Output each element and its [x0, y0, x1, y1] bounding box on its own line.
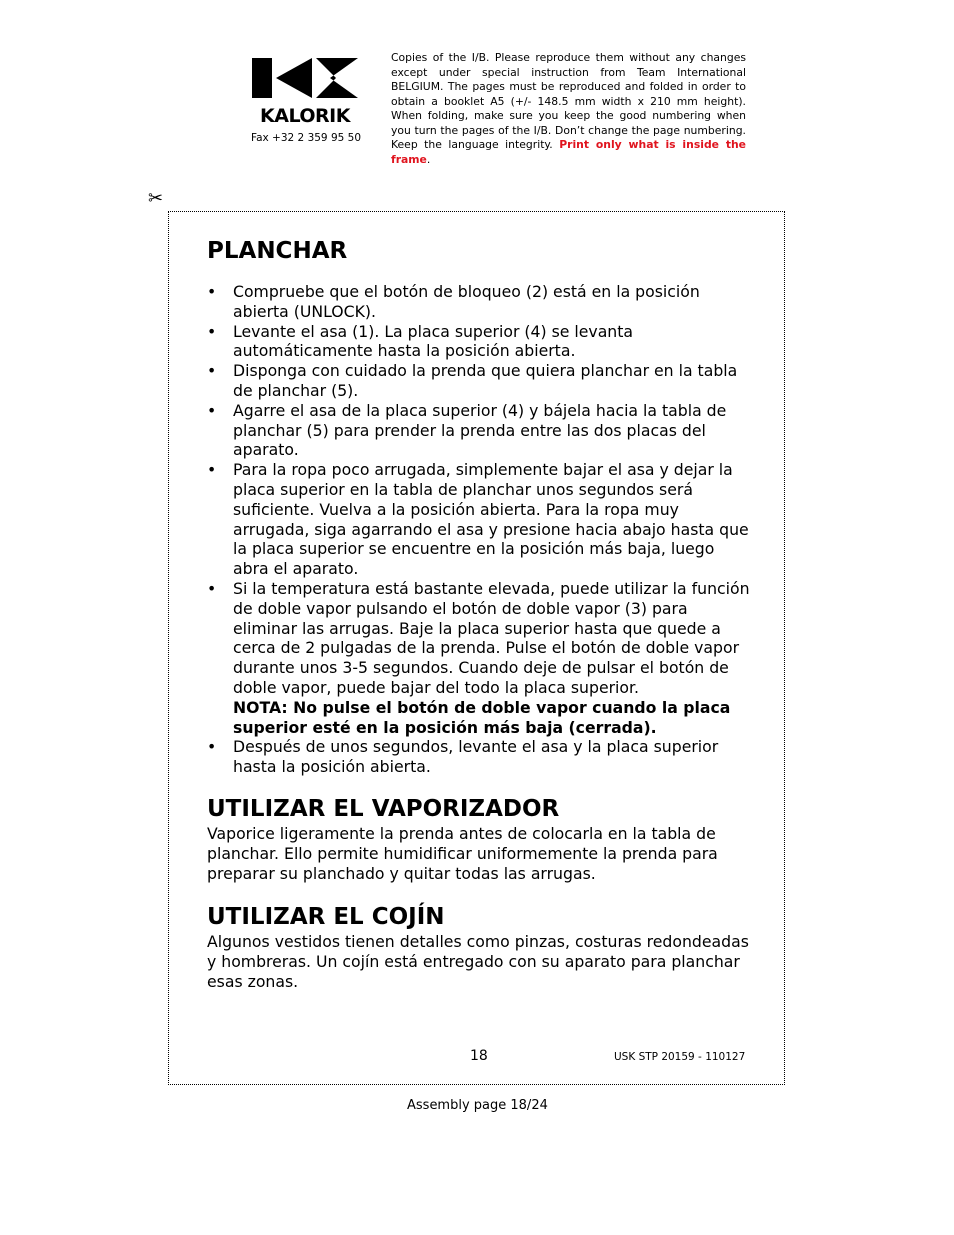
- list-item: • Disponga con cuidado la prenda que quiera planchar en la tabla de planchar (5).: [207, 361, 752, 401]
- list-item: • Después de unos segundos, levante el asa y la placa superior hasta la posición abierta.: [207, 737, 752, 777]
- list-item-with-note: [207, 579, 752, 737]
- heading-vaporizador: UTILIZAR EL VAPORIZADOR: [207, 795, 560, 822]
- print-instructions-end: .: [426, 152, 431, 166]
- cojin-text: Algunos vestidos tienen detalles como pinzas, costuras redondeadas y hombreras. Un cojín está entregado con su aparato para planchar esas zonas.: [207, 932, 749, 991]
- planchar-steps: [207, 282, 752, 777]
- page-content: [207, 236, 752, 992]
- list-item: • Agarre el asa de la placa superior (4) y bájela hacia la tabla de planchar (5) para prender la prenda entre las dos placas del aparato.: [207, 401, 752, 460]
- print-instructions-text: Copies of the I/B. Please reproduce them without any changes except under special instruction from Team International BELGIUM. The pages must be reproduced and folded in order to obtain a booklet A5 (+/- 148.5 mm width x 210 mm height). When folding, make sure you keep the good numbering when you turn the pages of the I/B. Don’t change the page numbering. Keep the language integrity.: [391, 51, 746, 151]
- heading-cojin: UTILIZAR EL COJÍN: [207, 904, 445, 931]
- kalorik-logo: [250, 56, 360, 126]
- page-number: 18: [470, 1048, 488, 1064]
- heading-planchar: PLANCHAR: [207, 238, 348, 264]
- print-instructions-highlight: Print only what is inside the frame: [391, 138, 746, 166]
- list-item: • Compruebe que el botón de bloqueo (2) está en la posición abierta (UNLOCK).: [207, 282, 752, 322]
- list-item: • Levante el asa (1). La placa superior (4) se levanta automáticamente hasta la posición abierta.: [207, 322, 752, 362]
- list-item: • Para la ropa poco arrugada, simplemente bajar el asa y dejar la placa superior en la tabla de planchar unos segundos será suficiente. Vuelva a la posición abierta. Para la ropa muy arrugada, siga agarrando el asa y presione hacia abajo hasta que la placa superior se encuentre en la posición más baja, luego abra el aparato.: [207, 460, 752, 579]
- fax-number: Fax +32 2 359 95 50: [251, 132, 362, 144]
- vaporizador-text: Vaporice ligeramente la prenda antes de colocarla en la tabla de planchar. Ello permite humidificar uniformemente la prenda para preparar su planchado y quitar todas las arrugas.: [207, 823, 718, 883]
- warning-note: NOTA: No pulse el botón de doble vapor cuando la placa superior esté en la posición más baja (cerrada).: [233, 697, 731, 737]
- logo-wordmark: KALORIK: [260, 105, 350, 126]
- list-item-text: Si la temperatura está bastante elevada, puede utilizar la función de doble vapor pulsando el botón de doble vapor (3) para eliminar las arrugas. Baje la placa superior hasta que quede a cerca de 2 pulgadas de la prenda. Pulse el botón de doble vapor durante unos 3-5 segundos. Cuando deje de pulsar el botón de doble vapor, puede bajar del todo la placa superior.: [233, 578, 750, 697]
- scissors-icon: ✂: [148, 188, 164, 209]
- assembly-page-label: Assembly page 18/24: [407, 1098, 548, 1113]
- print-instructions: [391, 51, 746, 167]
- document-reference: USK STP 20159 - 110127: [614, 1051, 746, 1063]
